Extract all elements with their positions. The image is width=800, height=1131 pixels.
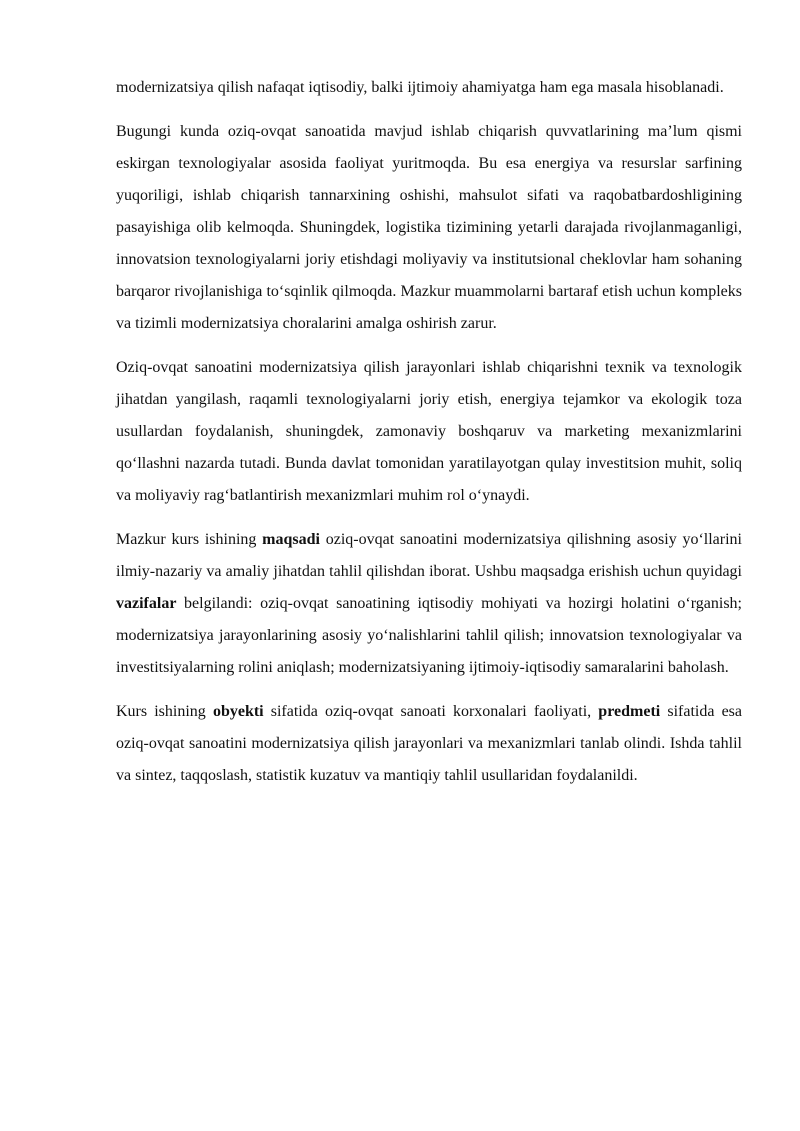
document-page (116, 72, 742, 804)
paragraph-text: Bugungi kunda oziq-ovqat sanoatida mavjud ishlab chiqarish quvvatlarining ma’lum qismi eskirgan texnologiyalar asosida faoliyat yuritmoqda. Bu esa energiya va resurslar sarfining yuqoriligi, ishlab chiqarish tannarxining oshishi, mahsulot sifati va raqobatbardoshligining pasayishiga olib kelmoqda. Shuningdek, logistika tizimining yetarli darajada rivojlanmaganligi, innovatsion texnologiyalarni joriy etishdagi moliyaviy va institutsional cheklovlar ham sohaning barqaror rivojlanishiga to‘sqinlik qilmoqda. Mazkur muammolarni bartaraf etish uchun kompleks va tizimli modernizatsiya choralarini amalga oshirish zarur. (116, 123, 742, 332)
paragraph (116, 116, 742, 340)
paragraph-text: modernizatsiya qilish nafaqat iqtisodiy, balki ijtimoiy ahamiyatga ham ega masala hisoblanadi. (116, 79, 724, 96)
paragraph-text: Kurs ishining (116, 703, 213, 720)
paragraph (116, 352, 742, 512)
paragraph-text: Mazkur kurs ishining (116, 531, 263, 548)
bold-term-maqsadi: maqsadi (262, 531, 320, 548)
paragraph-text: Oziq-ovqat sanoatini modernizatsiya qilish jarayonlari ishlab chiqarishni texnik va texnologik jihatdan yangilash, raqamli texnologiyalarni joriy etish, energiya tejamkor va ekologik toza usullardan foydalanish, shuningdek, zamonaviy boshqaruv va marketing mexanizmlarini qo‘llashni nazarda tutadi. Bunda davlat tomonidan yaratilayotgan qulay investitsion muhit, soliq va moliyaviy rag‘batlantirish mexanizmlari muhim rol o‘ynaydi. (116, 359, 742, 504)
bold-term-predmeti: predmeti (598, 703, 661, 720)
paragraph-text: belgilandi: oziq-ovqat sanoatining iqtisodiy mohiyati va hozirgi holatini o‘rganish; modernizatsiya jarayonlarining asosiy yo‘nalishlarini tahlil qilish; innovatsion texnologiyalar va investitsiyalarning rolini aniqlash; modernizatsiyaning ijtimoiy-iqtisodiy samaralarini baholash. (116, 595, 742, 676)
paragraph (116, 696, 742, 792)
paragraph-text: sifatida oziq-ovqat sanoati korxonalari faoliyati, (263, 703, 599, 720)
paragraph (116, 524, 742, 684)
bold-term-obyekti: obyekti (212, 703, 264, 720)
paragraph (116, 72, 742, 104)
paragraph-text: oziq-ovqat sanoatini modernizatsiya qilishning asosiy yo‘llarini ilmiy-nazariy va amaliy jihatdan tahlil qilishdan iborat. Ushbu maqsadga erishish uchun quyidagi (116, 531, 742, 580)
bold-term-vazifalar: vazifalar (116, 595, 177, 612)
paragraph-text: sifatida esa oziq-ovqat sanoatini modernizatsiya qilish jarayonlari va mexanizmlari tanlab olindi. Ishda tahlil va sintez, taqqoslash, statistik kuzatuv va mantiqiy tahlil usullaridan foydalanildi. (116, 703, 743, 784)
